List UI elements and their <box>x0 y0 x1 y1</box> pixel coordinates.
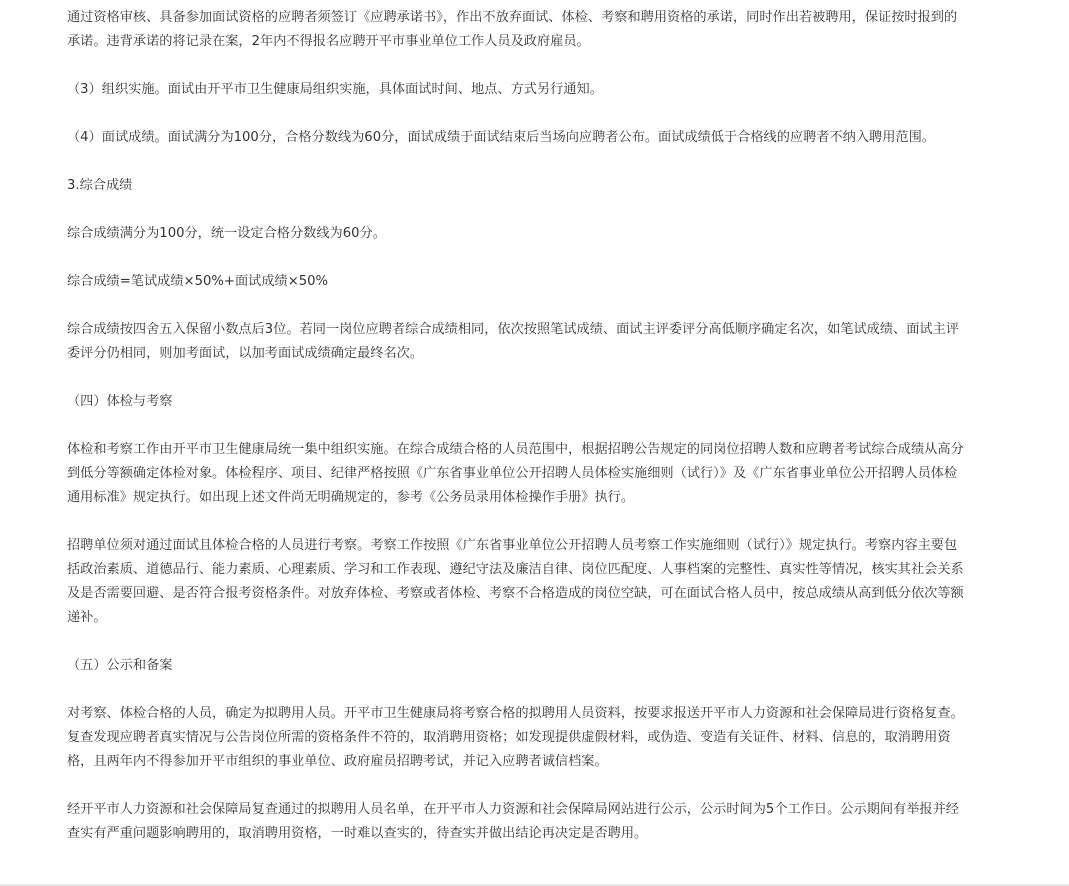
paragraph-organization: （3）组织实施。面试由开平市卫生健康局组织实施，具体面试时间、地点、方式另行通知。 <box>67 82 603 97</box>
paragraph-physical-exam: 体检和考察工作由开平市卫生健康局统一集中组织实施。在综合成绩合格的人员范围中，根据招聘公告规定的同岗位招聘人数和应聘者考试综合成绩从高分到低分等额确定体检对象。体检程序、项目、纪律严格按照《广东省事业单位公开招聘人员体检实施细则（试行）》及《广东省事业单位公开招聘人员体检通用标准》规定执行。如出现上述文件尚无明确规定的，参考《公务员录用体检操作手册》执行。 <box>67 442 964 505</box>
paragraph-inspection: 招聘单位须对通过面试且体检合格的人员进行考察。考察工作按照《广东省事业单位公开招聘人员考察工作实施细则（试行）》规定执行。考察内容主要包括政治素质、道德品行、能力素质、心理素质、学习和工作表现、遵纪守法及廉洁自律、岗位匹配度、人事档案的完整性、真实性等情况，核实其社会关系及是否需要回避、是否符合报考资格条件。对放弃体检、考察或者体检、考察不合格造成的岗位空缺，可在面试合格人员中，按总成绩从高到低分依次等额递补。 <box>67 538 964 625</box>
paragraph-composite-formula: 综合成绩=笔试成绩×50%+面试成绩×50% <box>67 274 329 289</box>
paragraph-publicity: 经开平市人力资源和社会保障局复查通过的拟聘用人员名单，在开平市人力资源和社会保障局网站进行公示，公示时间为5个工作日。公示期间有举报并经查实有严重问题影响聘用的，取消聘用资格，一时难以查实的，待查实并做出结论再决定是否聘用。 <box>67 802 959 841</box>
paragraph-qualification-review: 对考察、体检合格的人员，确定为拟聘用人员。开平市卫生健康局将考察合格的拟聘用人员资料，按要求报送开平市人力资源和社会保障局进行资格复查。复查发现应聘者真实情况与公告岗位所需的资格条件不符的，取消聘用资格；如发现提供虚假材料，或伪造、变造有关证件、材料、信息的，取消聘用资格，且两年内不得参加开平市组织的事业单位、政府雇员招聘考试，并记入应聘者诚信档案。 <box>67 706 964 769</box>
paragraph-interview-score: （4）面试成绩。面试满分为100分，合格分数线为60分，面试成绩于面试结束后当场向应聘者公布。面试成绩低于合格线的应聘者不纳入聘用范围。 <box>67 130 935 145</box>
article-body <box>67 6 969 870</box>
section-heading-publicity: （五）公示和备案 <box>67 658 173 673</box>
paragraph-composite-full-score: 综合成绩满分为100分，统一设定合格分数线为60分。 <box>67 226 386 241</box>
section-heading-composite-score: 3.综合成绩 <box>67 178 133 193</box>
section-heading-physical-exam: （四）体检与考察 <box>67 394 173 409</box>
paragraph-commitment: 通过资格审核、具备参加面试资格的应聘者须签订《应聘承诺书》，作出不放弃面试、体检、考察和聘用资格的承诺，同时作出若被聘用，保证按时报到的承诺。违背承诺的将记录在案，2年内不得报名应聘开平市事业单位工作人员及政府雇员。 <box>67 10 958 49</box>
paragraph-composite-rounding: 综合成绩按四舍五入保留小数点后3位。若同一岗位应聘者综合成绩相同，依次按照笔试成绩、面试主评委评分高低顺序确定名次，如笔试成绩、面试主评委评分仍相同，则加考面试，以加考面试成绩确定最终名次。 <box>67 322 959 361</box>
